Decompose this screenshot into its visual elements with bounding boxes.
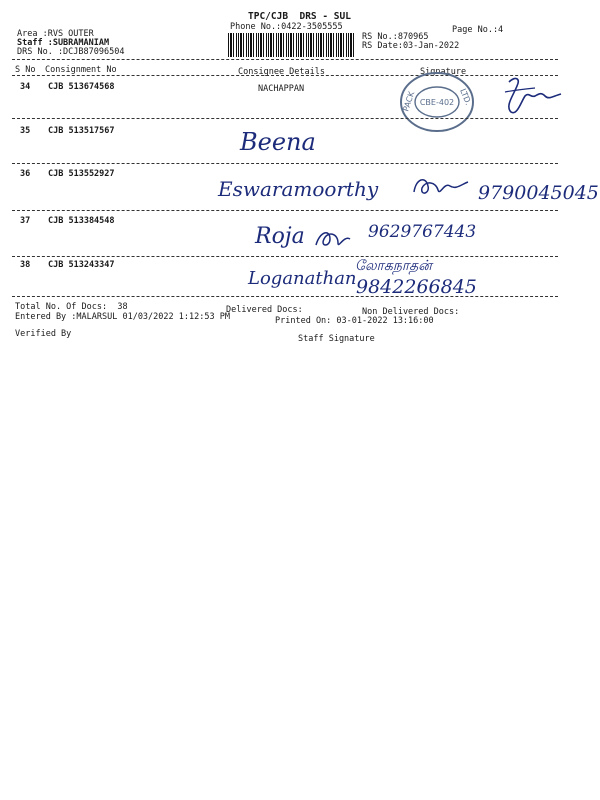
handwritten-name-tamil: லோகநாதன் — [355, 258, 432, 274]
staff-signature-label: Staff Signature — [298, 334, 375, 344]
divider — [12, 256, 558, 257]
row-sno: 36 — [20, 169, 31, 179]
divider — [12, 296, 558, 297]
divider — [12, 59, 558, 60]
divider — [12, 210, 558, 211]
divider — [12, 75, 558, 76]
handwritten-name: Roja — [255, 224, 305, 249]
row-consignment: CJB 513517567 — [48, 126, 115, 136]
verified-by: Verified By — [15, 329, 72, 339]
drs-number: DRS No. :DCJB87096504 — [17, 47, 125, 57]
column-consignment: Consignment No — [45, 65, 117, 75]
row-sno: 37 — [20, 216, 31, 226]
delivered-docs: Delivered Docs: — [226, 305, 303, 315]
total-docs: Total No. Of Docs: 38 — [15, 302, 128, 312]
row-sno: 34 — [20, 82, 31, 92]
row-consignment: CJB 513243347 — [48, 260, 115, 270]
divider — [12, 163, 558, 164]
handwritten-phone: 9629767443 — [368, 222, 477, 242]
handwritten-signature — [312, 223, 354, 253]
row-sno: 35 — [20, 126, 31, 136]
row-consignee: NACHAPPAN — [258, 84, 305, 94]
stamp-text-right: LTD. — [458, 87, 473, 107]
staff-name: Staff :SUBRAMANIAM — [17, 38, 110, 48]
column-sno: S No — [15, 65, 36, 75]
row-sno: 38 — [20, 260, 31, 270]
stamp-text-top: PACK — [401, 90, 417, 113]
signature-scribble — [495, 72, 565, 118]
area-label: Area :RVS OUTER — [17, 29, 94, 39]
divider — [12, 118, 558, 119]
handwritten-name: Beena — [240, 128, 316, 156]
column-consignee: Consignee Details — [238, 67, 325, 77]
row-consignment: CJB 513384548 — [48, 216, 115, 226]
stamp-center-text: CBE-402 — [419, 98, 455, 107]
barcode — [228, 33, 354, 57]
non-delivered-docs: Non Delivered Docs: — [362, 307, 460, 317]
handwritten-phone: 9790045045 — [478, 182, 599, 204]
company-stamp — [398, 70, 476, 134]
handwritten-signature — [410, 172, 476, 202]
rs-date: RS Date:03-Jan-2022 — [362, 41, 460, 51]
document-title: TPC/CJB DRS - SUL — [248, 11, 351, 22]
rs-number: RS No.:870965 — [362, 32, 429, 42]
entered-by: Entered By :MALARSUL 01/03/2022 1:12:53 PM — [15, 312, 230, 322]
handwritten-name: Eswaramoorthy — [218, 177, 379, 201]
phone-number: Phone No.:0422-3505555 — [230, 22, 343, 32]
handwritten-phone: 9842266845 — [356, 276, 477, 298]
column-signature: Signature — [420, 67, 467, 77]
row-consignment: CJB 513674568 — [48, 82, 115, 92]
page-number: Page No.:4 — [452, 25, 504, 35]
printed-on: Printed On: 03-01-2022 13:16:00 — [275, 316, 434, 326]
handwritten-name: Loganathan — [248, 268, 357, 289]
row-consignment: CJB 513552927 — [48, 169, 115, 179]
